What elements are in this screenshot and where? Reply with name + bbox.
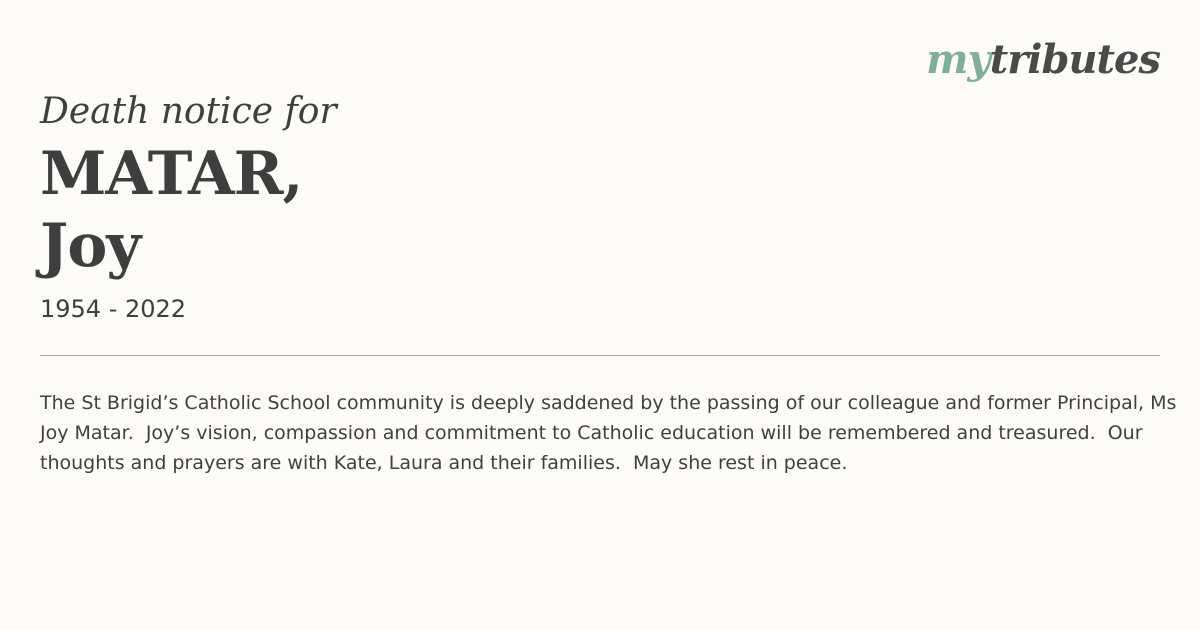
life-years: 1954 - 2022 — [40, 295, 187, 323]
notice-heading — [40, 88, 940, 324]
deceased-given-name: Joy — [40, 211, 141, 281]
logo-my-text: my — [926, 36, 990, 83]
notice-type-label: Death notice for — [40, 91, 337, 132]
section-divider — [40, 355, 1160, 356]
logo-tributes-text: tributes — [989, 36, 1160, 83]
deceased-surname: MATAR, — [40, 139, 303, 209]
mytributes-logo — [926, 36, 1160, 84]
notice-message: The St Brigid’s Catholic School community is deeply saddened by the passing of our colleague and former Principal, Ms Joy Matar. Joy’s vision, compassion and commitment to Catholic education will be remembered and treasured. Our thoughts and prayers are with Kate, Laura and their families. May she rest in peace. — [40, 392, 1183, 474]
